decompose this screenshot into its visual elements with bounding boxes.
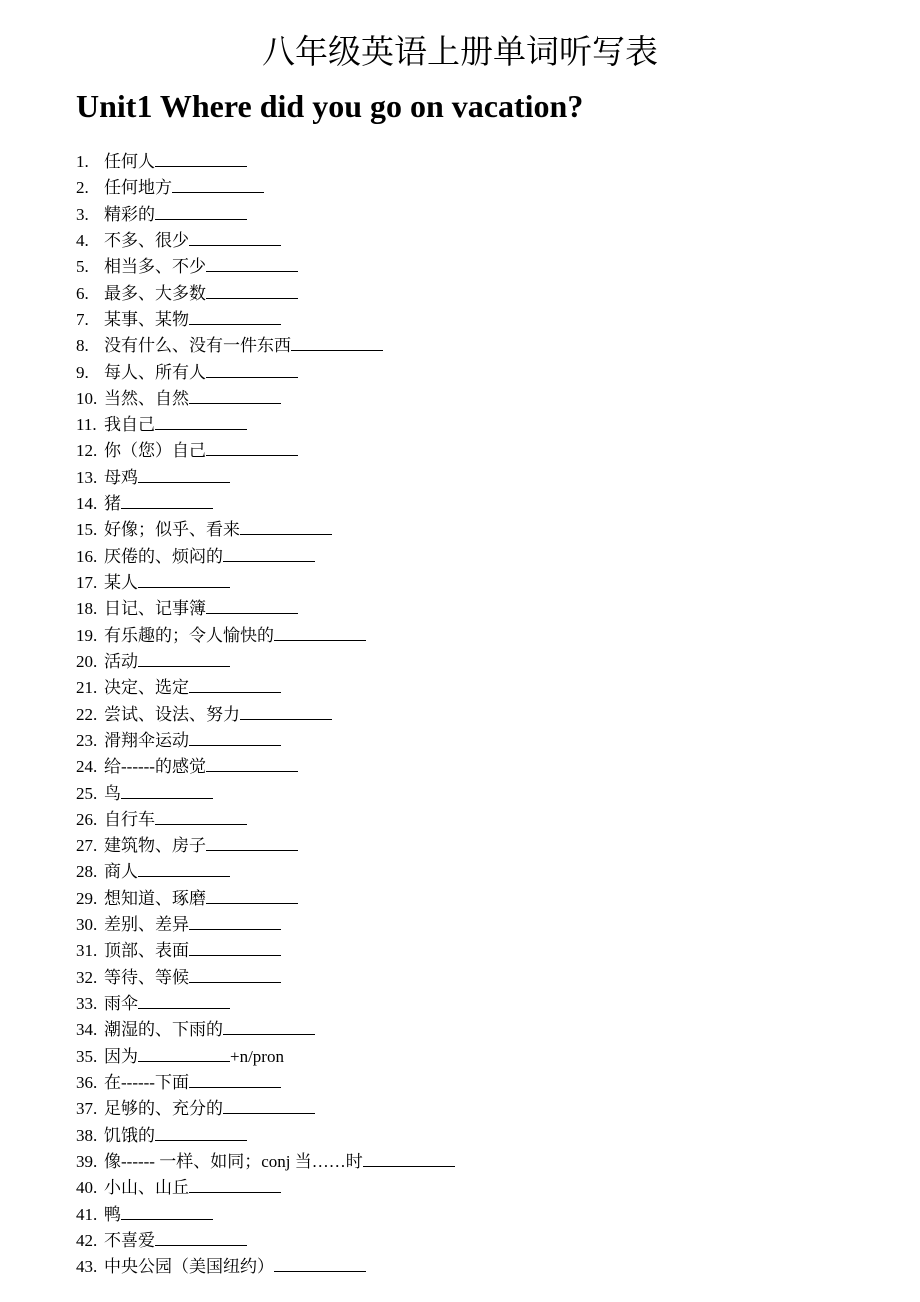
item-prompt: 有乐趣的；令人愉快的 (104, 625, 274, 645)
item-number: 2. (76, 178, 89, 198)
item-number: 5. (76, 257, 89, 277)
answer-blank (189, 1178, 281, 1193)
list-item (76, 1149, 455, 1175)
item-prompt: 不多、很少 (104, 230, 189, 250)
answer-blank (138, 1047, 230, 1062)
list-item (76, 754, 455, 780)
answer-blank (138, 994, 230, 1009)
answer-blank (155, 152, 247, 167)
list-item (76, 728, 455, 754)
answer-blank (155, 205, 247, 220)
answer-blank (138, 573, 230, 588)
list-item (76, 281, 455, 307)
list-item (76, 254, 455, 280)
item-prompt: 日记、记事簿 (104, 599, 206, 619)
item-prompt: 某事、某物 (104, 309, 189, 329)
answer-blank (155, 1126, 247, 1141)
list-item (76, 1202, 455, 1228)
list-item (76, 807, 455, 833)
item-prompt: 等待、等候 (104, 967, 189, 987)
item-prompt: 足够的、充分的 (104, 1099, 223, 1119)
item-number: 35. (76, 1046, 98, 1066)
list-item (76, 149, 455, 175)
answer-blank (189, 231, 281, 246)
item-prompt: 滑翔伞运动 (104, 730, 189, 750)
list-item (76, 307, 455, 333)
list-item (76, 333, 455, 359)
item-number: 36. (76, 1072, 98, 1092)
item-prompt: 在------下面 (104, 1072, 189, 1092)
item-prompt: 小山、山丘 (104, 1178, 189, 1198)
list-item (76, 623, 455, 649)
answer-blank (206, 363, 298, 378)
answer-blank (240, 705, 332, 720)
item-number: 43. (76, 1257, 98, 1277)
item-prompt: 给------的感觉 (104, 757, 206, 777)
answer-blank (189, 968, 281, 983)
item-number: 22. (76, 704, 98, 724)
item-prompt: 像------ 一样、如同；conj 当……时 (104, 1151, 363, 1171)
answer-blank (206, 441, 298, 456)
answer-blank (240, 520, 332, 535)
item-prompt: 你（您）自己 (104, 441, 206, 461)
list-item (76, 228, 455, 254)
item-number: 19. (76, 625, 98, 645)
item-number: 32. (76, 967, 98, 987)
item-prompt: 最多、大多数 (104, 283, 206, 303)
item-prompt: 活动 (104, 651, 138, 671)
answer-blank (291, 336, 383, 351)
unit-title: Unit1 Where did you go on vacation? (76, 88, 584, 124)
item-prompt: 我自己 (104, 415, 155, 435)
item-number: 20. (76, 651, 98, 671)
answer-blank (206, 757, 298, 772)
answer-blank (206, 284, 298, 299)
answer-blank (223, 1099, 315, 1114)
item-number: 21. (76, 678, 98, 698)
list-item (76, 1017, 455, 1043)
item-prompt: 商人 (104, 862, 138, 882)
item-number: 14. (76, 494, 98, 514)
item-number: 40. (76, 1178, 98, 1198)
item-prompt: 建筑物、房子 (104, 836, 206, 856)
answer-blank (274, 1257, 366, 1272)
item-prompt: 决定、选定 (104, 678, 189, 698)
item-prompt: 相当多、不少 (104, 257, 206, 277)
answer-blank (223, 547, 315, 562)
item-number: 38. (76, 1125, 98, 1145)
item-number: 1. (76, 152, 89, 171)
item-number: 6. (76, 283, 89, 303)
item-number: 9. (76, 362, 89, 382)
list-item (76, 1175, 455, 1201)
list-item (76, 1070, 455, 1096)
list-item (76, 491, 455, 517)
item-prompt: 饥饿的 (104, 1125, 155, 1145)
item-number: 33. (76, 994, 98, 1013)
item-prompt: 猪 (104, 494, 121, 514)
item-prompt: 雨伞 (104, 994, 138, 1013)
item-prompt: 鸭 (104, 1204, 121, 1224)
answer-blank (138, 862, 230, 877)
answer-blank (189, 1073, 281, 1088)
list-item (76, 912, 455, 938)
list-item (76, 1123, 455, 1149)
answer-blank (121, 1205, 213, 1220)
item-number: 42. (76, 1230, 98, 1250)
item-number: 37. (76, 1099, 98, 1119)
item-number: 17. (76, 573, 98, 592)
item-prompt: 想知道、琢磨 (104, 888, 206, 908)
answer-blank (189, 310, 281, 325)
answer-blank (172, 178, 264, 193)
list-item (76, 965, 455, 991)
item-prompt: 任何地方 (104, 178, 172, 198)
item-number: 4. (76, 230, 89, 250)
list-item (76, 649, 455, 675)
list-item (76, 675, 455, 701)
list-item (76, 438, 455, 464)
list-item (76, 596, 455, 622)
item-number: 27. (76, 836, 98, 856)
item-prompt: 鸟 (104, 783, 121, 803)
answer-blank (138, 468, 230, 483)
item-number: 3. (76, 204, 89, 224)
answer-blank (189, 915, 281, 930)
item-number: 12. (76, 441, 98, 461)
item-prompt: 精彩的 (104, 204, 155, 224)
answer-blank (363, 1152, 455, 1167)
item-prompt: 不喜爱 (104, 1230, 155, 1250)
list-item (76, 702, 455, 728)
answer-blank (189, 941, 281, 956)
item-number: 34. (76, 1020, 98, 1040)
list-item (76, 570, 455, 596)
item-prompt: 自行车 (104, 809, 155, 829)
answer-blank (274, 626, 366, 641)
item-prompt: 当然、自然 (104, 388, 189, 408)
item-prompt: 任何人 (104, 152, 155, 171)
item-number: 18. (76, 599, 98, 619)
document-title: 八年级英语上册单词听写表 (262, 32, 658, 71)
item-number: 28. (76, 862, 98, 882)
item-number: 23. (76, 730, 98, 750)
item-number: 30. (76, 915, 98, 935)
vocabulary-list (76, 149, 455, 1280)
answer-blank (155, 415, 247, 430)
item-number: 29. (76, 888, 98, 908)
list-item (76, 781, 455, 807)
item-prompt: 每人、所有人 (104, 362, 206, 382)
item-prompt: 没有什么、没有一件东西 (104, 336, 291, 356)
answer-blank (206, 889, 298, 904)
item-prompt: 差别、差异 (104, 915, 189, 935)
list-item (76, 386, 455, 412)
list-item (76, 833, 455, 859)
answer-blank (206, 599, 298, 614)
item-prompt: 潮湿的、下雨的 (104, 1020, 223, 1040)
answer-blank (223, 1020, 315, 1035)
answer-blank (189, 678, 281, 693)
item-suffix: +n/pron (230, 1046, 284, 1066)
list-item (76, 544, 455, 570)
item-prompt: 某人 (104, 573, 138, 592)
list-item (76, 360, 455, 386)
list-item (76, 1228, 455, 1254)
list-item (76, 1254, 455, 1280)
answer-blank (206, 257, 298, 272)
item-number: 16. (76, 546, 98, 566)
item-prompt: 尝试、设法、努力 (104, 704, 240, 724)
answer-blank (138, 652, 230, 667)
item-prompt: 好像；似乎、看来 (104, 520, 240, 540)
item-number: 8. (76, 336, 89, 356)
item-number: 15. (76, 520, 98, 540)
list-item (76, 1096, 455, 1122)
item-prompt: 中央公园（美国纽约） (104, 1257, 274, 1277)
list-item (76, 202, 455, 228)
item-number: 24. (76, 757, 98, 777)
item-number: 41. (76, 1204, 98, 1224)
answer-blank (206, 836, 298, 851)
list-item (76, 991, 455, 1017)
item-prompt: 厌倦的、烦闷的 (104, 546, 223, 566)
item-number: 11. (76, 415, 97, 435)
list-item (76, 938, 455, 964)
answer-blank (189, 389, 281, 404)
list-item (76, 517, 455, 543)
list-item (76, 175, 455, 201)
answer-blank (121, 784, 213, 799)
item-prompt: 顶部、表面 (104, 941, 189, 961)
item-number: 7. (76, 309, 89, 329)
list-item (76, 859, 455, 885)
item-number: 25. (76, 783, 98, 803)
list-item (76, 886, 455, 912)
answer-blank (155, 1231, 247, 1246)
answer-blank (155, 810, 247, 825)
item-number: 13. (76, 467, 98, 487)
list-item (76, 465, 455, 491)
item-number: 39. (76, 1151, 98, 1171)
item-number: 10. (76, 388, 98, 408)
item-number: 26. (76, 809, 98, 829)
item-prompt: 因为 (104, 1046, 138, 1066)
list-item (76, 1044, 455, 1070)
answer-blank (189, 731, 281, 746)
answer-blank (121, 494, 213, 509)
item-number: 31. (76, 941, 98, 961)
item-prompt: 母鸡 (104, 467, 138, 487)
list-item (76, 412, 455, 438)
